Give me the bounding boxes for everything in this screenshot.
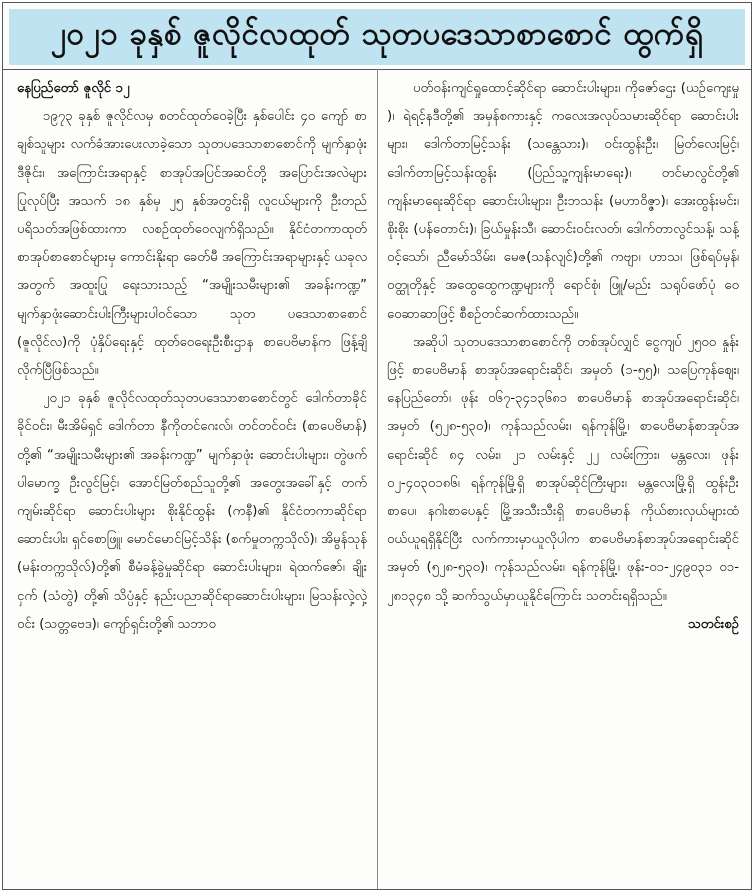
paragraph: ပတ်ဝန်းကျင်ရှုထောင့်ဆိုင်ရာ ဆောင်းပါးများ၊ ကိုဇော်ဌေး (ယဉ်ကျေးမှု )၊ ရဲရင့်နဒီတို့၏ အမှန်စကားနှင့် ကလေးအလုပ်သမားဆိုင်ရာ ဆောင်းပါးများ၊ ဒေါက်တာမြင့်သန်း (သန္တေသား)၊ ဝင်းထွန်းဦး၊ မြတ်လေးမြင့်၊ ဒေါက်တာမြင့်သန်းထွန်း (ပြည်သူ့ကျန်းမာရေး)၊ တင်မာလွင်တို့၏ ကျန်းမာရေးဆိုင်ရာ ဆောင်းပါးများ၊ ဦးဘသန်း (မဟာဝိဇ္ဇာ)၊ အေးထွန်းမင်း၊ စိုးစိုး (ပန်တောင်း)၊ ခြယ်မှုန်းသီ၊ ဆောင်းဝင်းလတ်၊ ဒေါက်တာလွင်သန့်၊ သန့်ဝင့်သော်၊ ညီမော်သိမ်း၊ မေဇ(သန်လျင်)တို့၏ ကဗျာ၊ ဟာသ၊ ဖြစ်ရပ်မှန်၊ ဝတ္ထုတိုနှင့် အထွေထွေကဏ္ဍများကို ရောင်စုံ၊ ဖြူ/မည်း သရုပ်ဖော်ပုံ ဝေဝေဆာဆာဖြင့် စီစဉ်တင်ဆက်ထားသည်။ xyxy=(387,81,739,322)
paragraph-with-byline xyxy=(387,329,739,632)
byline: သတင်းစဉ် xyxy=(688,616,739,632)
paragraph-text: အဆိုပါ သုတပဒေသာစာစောင်ကို တစ်အုပ်လျှင် ငွေကျပ် ၂၅၀၀ နှုန်းဖြင့် စာပေဗိမာန် စာအုပ်အရောင်းဆိုင်၊ အမှတ် (၁-၅၅)၊ သပြေကုန်ဈေး၊ နေပြည်တော်၊ ဖုန်း ၀၆၇-၃၄၁၃၆၈၁ စာပေဗိမာန် စာအုပ်အရောင်းဆိုင်၊ အမှတ် (၅၂၈-၅၃၀)၊ ကုန်သည်လမ်း၊ ရန်ကုန်မြို့၊ စာပေဗိမာန်စာအုပ်အရောင်းဆိုင် ၈၄ လမ်း၊ ၂၁ လမ်းနှင့် ၂၂ လမ်းကြား၊ မန္တလေး၊ ဖုန်း ၀၂-၄၀၃၀၁၈၆၊ ရန်ကုန်မြို့ရှိ စာအုပ်ဆိုင်ကြီးများ၊ မန္တလေးမြို့ရှိ ထွန်းဦးစာပေ၊ နဂါးစာပေနှင့် မြို့အသီးသီးရှိ စာပေဗိမာန် ကိုယ်စားလှယ်များထံ ဝယ်ယူရရှိနိုင်ပြီး လက်ကားမှာယူလိုပါက စာပေဗိမာန်စာအုပ်အရောင်းဆိုင် အမှတ် (၅၂၈-၅၃၀)၊ ကုန်သည်လမ်း၊ ရန်ကုန်မြို့၊ ဖုန်း-၀၁-၂၄၉၀၃၁ ၀၁- ၂၈၁၃၄၈ သို့ ဆက်သွယ်မှာယူနိုင်ကြောင်း သတင်းရရှိသည်။ xyxy=(387,334,739,604)
paragraph: ၁၉၇၃ ခုနှစ် ဇူလိုင်လမှ စတင်ထုတ်ဝေခဲ့ပြီး နှစ်ပေါင်း ၄၀ ကျော် စာချစ်သူများ လက်ခံအားပေးလာခဲ့သော သုတပဒေသာစာစောင်ကို မျက်နှာဖုံးဒီဇိုင်း၊ အကြောင်းအရာနှင့် စာအုပ်အပြင်အဆင်တို့ အပြောင်းအလဲများပြုလုပ်ပြီး အသက် ၁၈ နှစ်မှ ၂၅ နှစ်အတွင်းရှိ လူငယ်များကို ဦးတည်ပရိသတ်အဖြစ်ထားကာ လစဉ်ထုတ်ဝေလျက်ရှိသည်။ နိုင်ငံတကာထုတ် စာအုပ်စာစောင်များမှ ကောင်းနိုးရာ ခေတ်မီ အကြောင်းအရာများနှင့် ယခုလအတွက် အထူးပြု ရေးသားသည့် “အမျိုးသမီးများ၏ အခန်းကဏ္ဍ” မျက်နှာဖုံးဆောင်းပါးကြီးများပါဝင်သော သုတ ပဒေသာစာစောင် (ဇူလိုင်လ)ကို ပုံနှိပ်ရေးနှင့် ထုတ်ဝေရေးဦးစီးဌာန စာပေဗိမာန်က ဖြန့်ချိလိုက်ပြီဖြစ်သည်။ xyxy=(17,109,367,379)
article-column-right xyxy=(387,75,739,883)
headline: ၂၀၂၁ ခုနှစ် ဇူလိုင်လထုတ် သုတပဒေသာစာစောင် ထွက်ရှိ xyxy=(9,9,745,65)
column-divider xyxy=(377,69,378,889)
paragraph: ၂၀၂၁ ခုနှစ် ဇူလိုင်လထုတ်သုတပဒေသာစာစောင်တွင် ဒေါက်တာခိုင်ခိုင်ဝင်း၊ မီးအိမ်ရှင် ဒေါက်တာ နီကိုတင်ဂေးလ်၊ တင်တင်ဝင်း (စာပေဗိမာန်) တို့၏ “အမျိုးသမီးများ၏ အခန်းကဏ္ဍ” မျက်နှာဖုံး ဆောင်းပါးများ၊ တွဲဖက်ပါမောက္ခ ဦးလွင်မြင့်၊ အောင်မြတ်စည်သူတို့၏ အတွေးအခေါ်နှင့် တက်ကျမ်းဆိုင်ရာ ဆောင်းပါးများ စိုးနိုင်ထွန်း (ကနီ)၏ နိုင်ငံတကာဆိုင်ရာဆောင်းပါး၊ ရှင်စောဖြူ၊ မောင်မောင်မြင့်သိန်း (စက်မှုတက္ကသိုလ်)၊ အိမွန်သုန် (မန်းတက္ကသိုလ်)တို့၏ စီမံခန့်ခွဲမှုဆိုင်ရာ ဆောင်းပါးများ၊ ရဲထက်ဇော်၊ ချိုးငှက် (သံတွဲ) တို့၏ သိပ္ပံနှင့် နည်းပညာဆိုင်ရာဆောင်းပါးများ၊ မြသန်းလှဲ့လှဲ့ဝင်း (သတ္တဗေဒ)၊ ကျော်ရှင်းတို့၏ သဘာဝ xyxy=(17,391,367,632)
news-article xyxy=(2,2,752,890)
dateline: နေပြည်တော် ဇူလိုင် ၁၂ xyxy=(17,81,130,96)
article-column-left xyxy=(17,75,367,883)
